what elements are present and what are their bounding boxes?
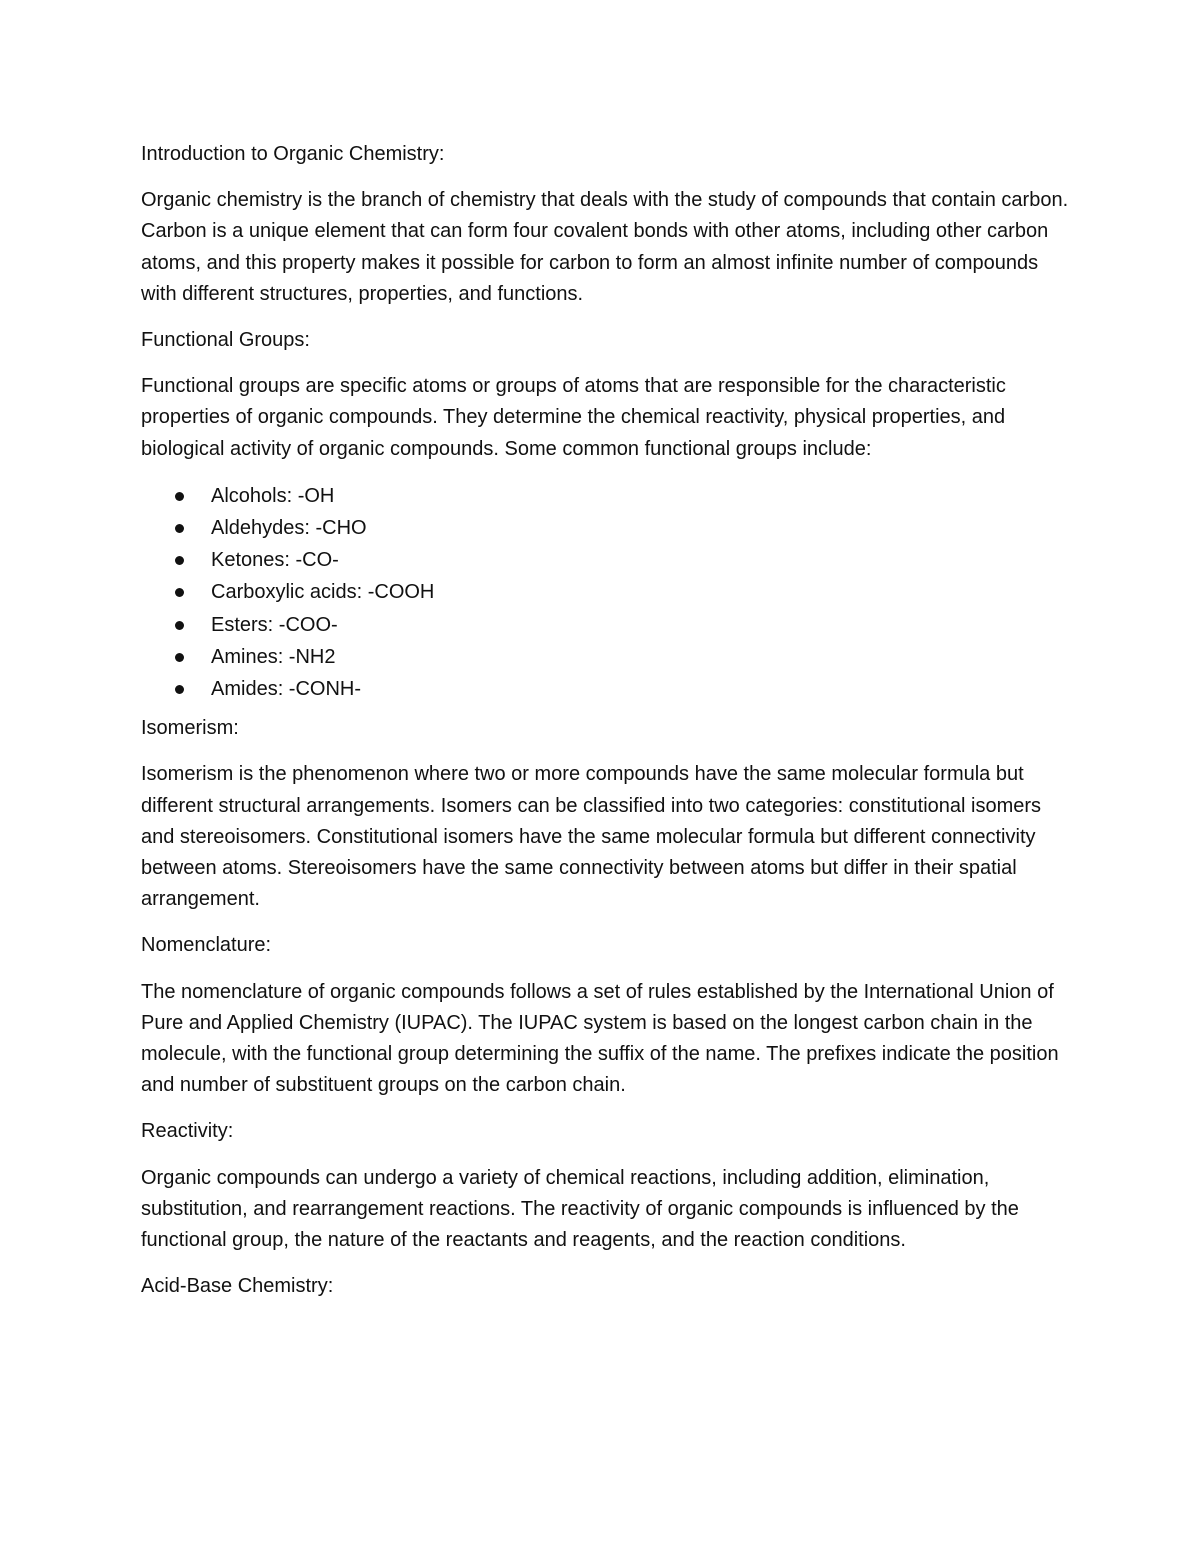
section-body-nomenclature: The nomenclature of organic compounds follows a set of rules established by the International Union of Pure and Applied Chemistry (IUPAC). The IUPAC system is based on the longest carbon chain in the molecule, with the functional group determining the suffix of the name. The prefixes indicate the position and number of substituent groups on the carbon chain. [141, 980, 1059, 1097]
bullet-icon [175, 621, 184, 630]
list-item [141, 480, 1071, 512]
list-item [141, 609, 1071, 641]
section-heading-acid-base: Acid-Base Chemistry: [141, 1275, 334, 1298]
section-body-isomerism: Isomerism is the phenomenon where two or more compounds have the same molecular formula but different structural arrangements. Isomers can be classified into two categories: constitutional isomers and stereoisomers. Constitutional isomers have the same molecular formula but different connectivity between atoms. Stereoisomers have the same connectivity between atoms but differ in their spatial arrangement. [141, 763, 1042, 911]
section-heading-nomenclature: Nomenclature: [141, 934, 272, 957]
bullet-icon [175, 653, 184, 662]
list-item-text: Amines: -NH2 [211, 645, 336, 668]
list-item-text: Aldehydes: -CHO [211, 517, 367, 540]
section-body-introduction: Organic chemistry is the branch of chemistry that deals with the study of compounds that contain carbon. Carbon is a unique element that can form four covalent bonds with other atoms, including other carbon atoms, and this property makes it possible for carbon to form an almost infinite number of compounds with different structures, properties, and functions. [141, 189, 1069, 305]
list-item [141, 576, 1071, 608]
list-item [141, 512, 1071, 544]
list-item-text: Ketones: -CO- [211, 549, 339, 572]
list-item-text: Alcohols: -OH [211, 484, 335, 507]
bullet-icon [175, 492, 184, 501]
list-item-text: Esters: -COO- [211, 613, 338, 636]
section-body-functional-groups: Functional groups are specific atoms or groups of atoms that are responsible for the characteristic properties of organic compounds. They determine the chemical reactivity, physical properties, and biological activity of organic compounds. Some common functional groups include: [141, 375, 1006, 460]
list-item-text: Amides: -CONH- [211, 678, 362, 701]
section-heading-reactivity: Reactivity: [141, 1120, 234, 1143]
list-item [141, 544, 1071, 576]
section-body-reactivity: Organic compounds can undergo a variety of chemical reactions, including addition, elimination, substitution, and rearrangement reactions. The reactivity of organic compounds is influenced by the functional group, the nature of the reactants and reagents, and the reaction conditions. [141, 1166, 1019, 1252]
list-item [141, 673, 1071, 705]
bullet-icon [175, 524, 184, 533]
list-item-text: Carboxylic acids: -COOH [211, 581, 435, 604]
bullet-icon [175, 556, 184, 565]
bullet-icon [175, 588, 184, 597]
bullet-icon [175, 685, 184, 694]
section-heading-isomerism: Isomerism: [141, 717, 239, 740]
list-item [141, 641, 1071, 673]
section-heading-functional-groups: Functional Groups: [141, 329, 310, 352]
functional-groups-list [141, 480, 1071, 705]
section-heading-introduction: Introduction to Organic Chemistry: [141, 143, 445, 165]
document-content [141, 139, 1071, 1318]
